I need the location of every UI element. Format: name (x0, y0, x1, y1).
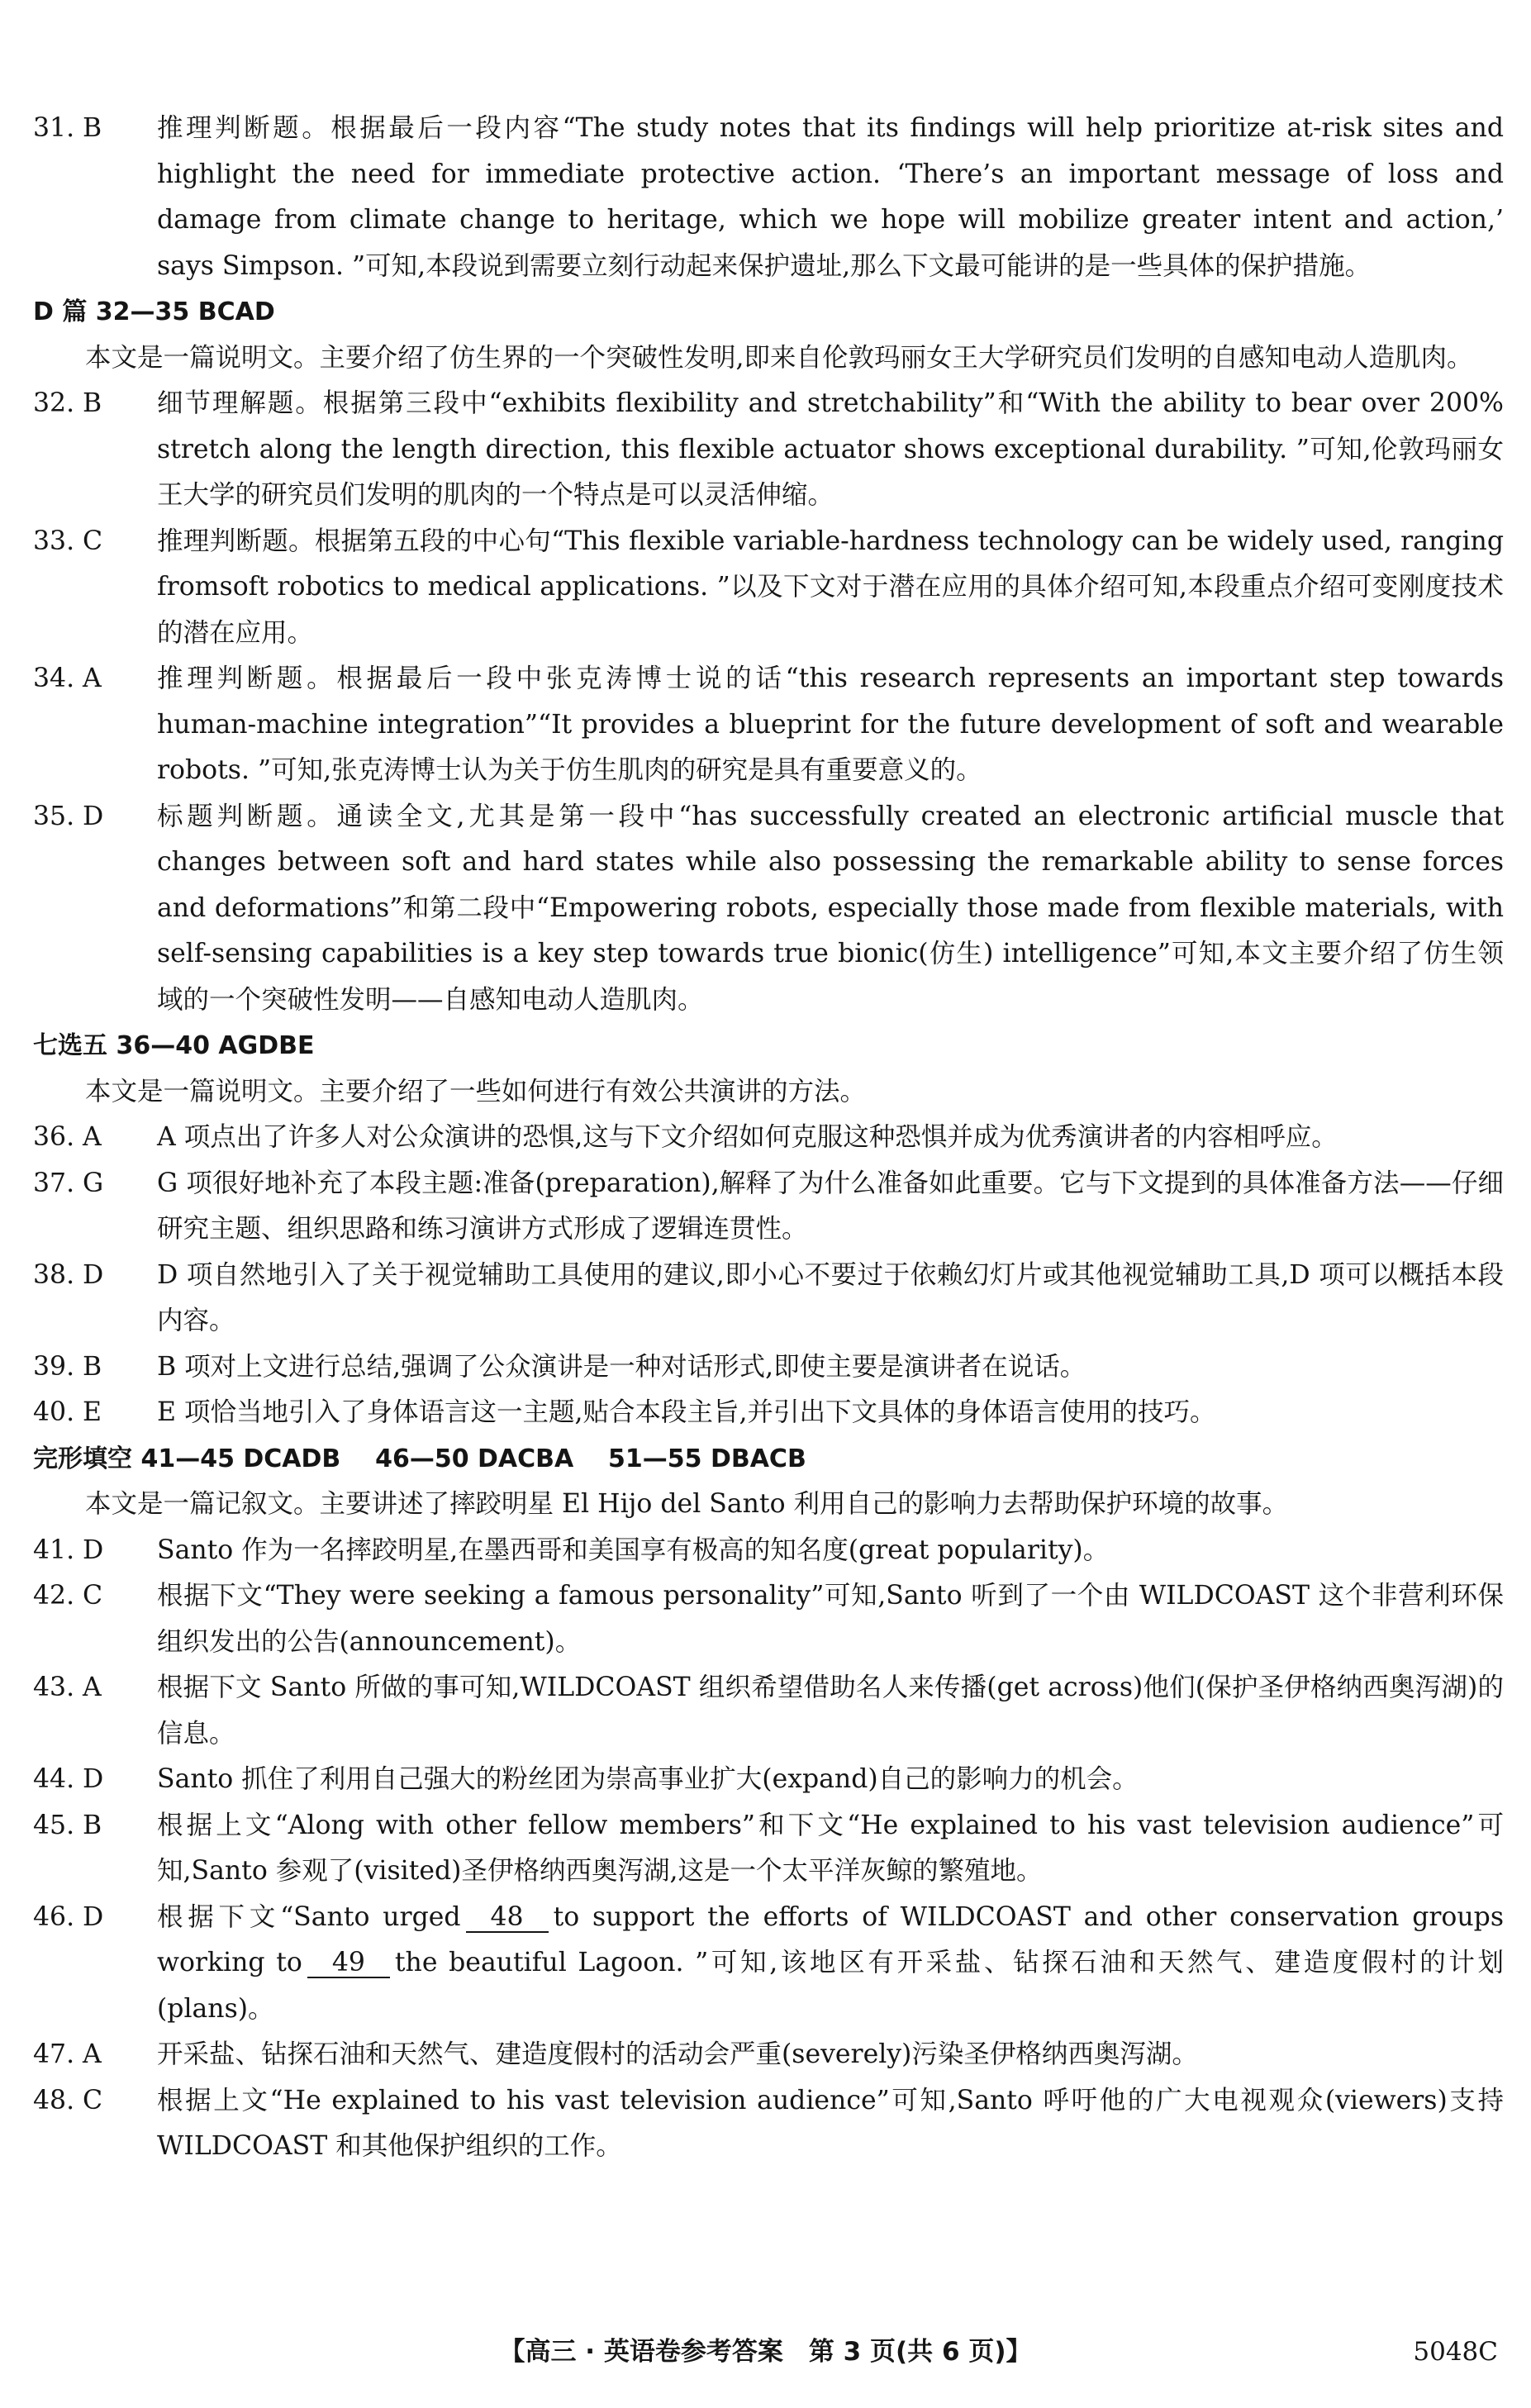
answer-42 (33, 1573, 1504, 1665)
question-number: 40. (33, 1397, 75, 1427)
explanation: B 项对上文进行总结,强调了公众演讲是一种对话形式,即使主要是演讲者在说话。 (157, 1351, 1086, 1382)
answer-letter: B (83, 1351, 102, 1382)
question-number: 44. (33, 1764, 75, 1794)
answer-letter: G (83, 1168, 104, 1198)
explanation: Santo 抓住了利用自己强大的粉丝团为崇高事业扩大(expand)自己的影响力的机会。 (157, 1764, 1139, 1794)
question-number: 43. (33, 1673, 75, 1702)
answer-48 (33, 2078, 1504, 2170)
explanation: E 项恰当地引入了身体语言这一主题,贴合本段主旨,并引出下文具体的身体语言使用的技巧。 (157, 1397, 1216, 1427)
explanation: 根据下文 Santo 所做的事可知,WILDCOAST 组织希望借助名人来传播(get across)他们(保护圣伊格纳西奥泻湖)的信息。 (157, 1673, 1504, 1749)
question-number: 38. (33, 1259, 75, 1290)
answer-letter: E (83, 1397, 102, 1427)
section-heading-d: D 篇 32—35 BCAD (33, 297, 275, 326)
answer-31 (33, 106, 1504, 289)
question-number: 32. (33, 388, 75, 418)
answer-34 (33, 656, 1504, 794)
question-number: 33. (33, 526, 75, 556)
answer-33 (33, 519, 1504, 657)
answer-35 (33, 794, 1504, 1024)
explanation: 推理判断题。根据第五段的中心句“This flexible variable-hardness technology can be widely used, ranging fromsoft robotics to medical applications. ”以及下文对于潜在应用的具体介绍可知,本段重点介绍可变刚度技术的潜在应用。 (157, 526, 1504, 648)
explanation: 细节理解题。根据第三段中“exhibits flexibility and stretchability”和“With the ability to bear over 200% stretch along the length direction, this flexible actuator shows exceptional durability. ”可知,伦敦玛丽女王大学的研究员们发明的肌肉的一个特点是可以灵活伸缩。 (157, 388, 1504, 510)
explanation: 推理判断题。根据最后一段内容“The study notes that its findings will help prioritize at-risk sites and highlight the need for immediate protective action. ‘There’s an important message of loss and damage from climate change to heritage, which we hope will mobilize greater intent and action,’ says Simpson. ”可知,本段说到需要立刻行动起来保护遗址,那么下文最可能讲的是一些具体的保护措施。 (157, 113, 1504, 281)
footer-page-info: 【高三 · 英语卷参考答案 第 3 页(共 6 页)】 (499, 2337, 1032, 2367)
answer-letter: C (83, 2085, 103, 2115)
explanation: 推理判断题。根据最后一段中张克涛博士说的话“this research represents an important step towards human-machine integration”“It provides a blueprint for the future development of soft and wearable robots. ”可知,张克涛博士认为关于仿生肌肉的研究是具有重要意义的。 (157, 664, 1504, 785)
question-number: 35. (33, 801, 75, 831)
answer-letter: C (83, 1581, 103, 1611)
explanation-part: to support the efforts of WILDCOAST and other conservation groups working to (157, 1901, 1504, 1977)
answer-43 (33, 1665, 1504, 1757)
answer-47 (33, 2032, 1504, 2078)
answer-letter: A (83, 2039, 102, 2069)
footer-code: 5048C (1413, 2337, 1498, 2367)
answer-letter: C (83, 526, 103, 556)
answer-letter: A (83, 664, 102, 693)
question-number: 42. (33, 1581, 75, 1611)
explanation: 根据上文“He explained to his vast television audience”可知,Santo 呼吁他的广大电视观众(viewers)支持 WILDCOAST 和其他保护组织的工作。 (157, 2085, 1504, 2161)
answer-32 (33, 381, 1504, 519)
explanation: 标题判断题。通读全文,尤其是第一段中“has successfully created an electronic artificial muscle that changes between soft and hard states while also possessing the remarkable ability to sense forces and deformations”和第二段中“Empowering robots, especially those made from flexible materials, with self-sensing capabilities is a key step towards true bionic(仿生) intelligence”可知,本文主要介绍了仿生领域的一个突破性发明——自感知电动人造肌肉。 (157, 801, 1504, 1015)
answer-letter: B (83, 1810, 102, 1840)
question-number: 46. (33, 1901, 75, 1932)
explanation: A 项点出了许多人对公众演讲的恐惧,这与下文介绍如何克服这种恐惧并成为优秀演讲者的内容相呼应。 (157, 1122, 1338, 1152)
question-number: 47. (33, 2039, 75, 2069)
answer-letter: A (83, 1673, 102, 1702)
section-intro-cloze: 本文是一篇记叙文。主要讲述了摔跤明星 El Hijo del Santo 利用自己的影响力去帮助保护环境的故事。 (85, 1489, 1289, 1519)
answer-44 (33, 1757, 1504, 1803)
explanation: 开采盐、钻探石油和天然气、建造度假村的活动会严重(severely)污染圣伊格纳西奥泻湖。 (157, 2039, 1198, 2069)
section-intro-d: 本文是一篇说明文。主要介绍了仿生界的一个突破性发明,即来自伦敦玛丽女王大学研究员们发明的自感知电动人造肌肉。 (85, 342, 1473, 373)
answer-39 (33, 1344, 1504, 1391)
explanation: D 项自然地引入了关于视觉辅助工具使用的建议,即小心不要过于依赖幻灯片或其他视觉辅助工具,D 项可以概括本段内容。 (157, 1259, 1504, 1335)
answer-40 (33, 1390, 1504, 1436)
answer-letter: A (83, 1122, 102, 1152)
answer-41 (33, 1528, 1504, 1574)
answer-key-page (33, 106, 1504, 2170)
question-number: 37. (33, 1168, 75, 1198)
blank-48: 48 (466, 1903, 549, 1933)
explanation: G 项很好地补充了本段主题:准备(preparation),解释了为什么准备如此重要。它与下文提到的具体准备方法——仔细研究主题、组织思路和练习演讲方式形成了逻辑连贯性。 (157, 1168, 1504, 1244)
question-number: 48. (33, 2085, 75, 2115)
answer-letter: D (83, 1764, 104, 1794)
explanation: 根据上文“Along with other fellow members”和下文“He explained to his vast television audience”可知,Santo 参观了(visited)圣伊格纳西奥泻湖,这是一个太平洋灰鲸的繁殖地。 (157, 1810, 1504, 1886)
answer-letter: D (83, 1901, 104, 1932)
explanation-part: 根据下文“Santo urged (157, 1901, 461, 1932)
section-heading-seven-choice: 七选五 36—40 AGDBE (33, 1031, 315, 1060)
question-number: 36. (33, 1122, 75, 1152)
answer-36 (33, 1115, 1504, 1161)
answer-letter: B (83, 388, 102, 418)
answer-letter: D (83, 801, 104, 831)
question-number: 31. (33, 113, 75, 143)
answer-letter: D (83, 1259, 104, 1290)
page-footer (0, 2335, 1531, 2368)
question-number: 41. (33, 1535, 75, 1565)
blank-49: 49 (307, 1949, 390, 1978)
explanation: 根据下文“They were seeking a famous personality”可知,Santo 听到了一个由 WILDCOAST 这个非营利环保组织发出的公告(announcement)。 (157, 1581, 1504, 1657)
question-number: 45. (33, 1810, 75, 1840)
answer-38 (33, 1253, 1504, 1344)
answer-letter: D (83, 1535, 104, 1565)
question-number: 34. (33, 664, 75, 693)
explanation (157, 1895, 1504, 2033)
section-intro-seven-choice: 本文是一篇说明文。主要介绍了一些如何进行有效公共演讲的方法。 (85, 1076, 867, 1106)
question-number: 39. (33, 1351, 75, 1382)
answer-37 (33, 1161, 1504, 1253)
answer-letter: B (83, 113, 102, 143)
answer-46 (33, 1895, 1504, 2033)
answer-45 (33, 1803, 1504, 1895)
explanation-part: the beautiful Lagoon. ”可知,该地区有开采盐、钻探石油和天然气、建造度假村的计划(plans)。 (157, 1948, 1504, 2024)
explanation: Santo 作为一名摔跤明星,在墨西哥和美国享有极高的知名度(great popularity)。 (157, 1535, 1110, 1565)
section-heading-cloze: 完形填空 41—45 DCADB 46—50 DACBA 51—55 DBACB (33, 1444, 806, 1473)
